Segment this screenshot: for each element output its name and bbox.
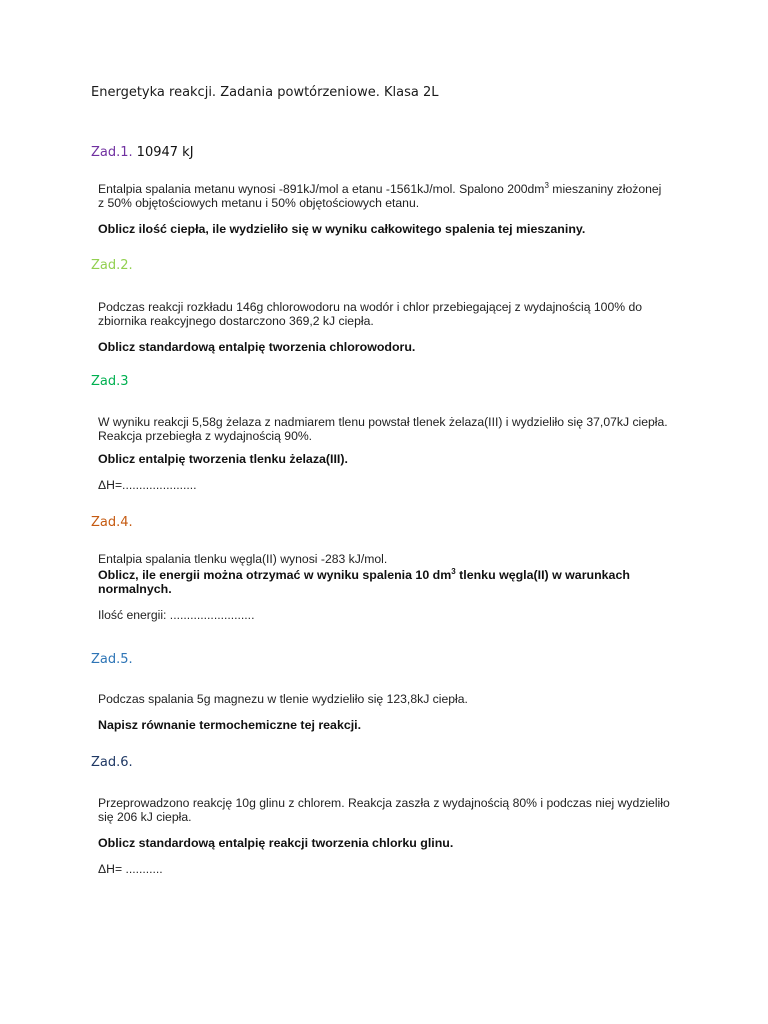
task-6-label: Zad.6. — [91, 755, 133, 770]
task-4-instruction-b: tlenku węgla(II) w warunkach — [455, 568, 630, 582]
task-4-heading — [91, 515, 133, 530]
task-4-answer-line: Ilość energii: ......................... — [98, 608, 255, 622]
task-3-heading — [91, 374, 129, 389]
task-3-line-2: Reakcja przebiegła z wydajnością 90%. — [98, 429, 313, 443]
task-2-label: Zad.2. — [91, 258, 133, 273]
task-1-line-2: z 50% objętościowych metanu i 50% objętościowych etanu. — [98, 196, 420, 210]
task-1-instruction: Oblicz ilość ciepła, ile wydzieliło się w wyniku całkowitego spalenia tej mieszaniny. — [98, 222, 586, 236]
task-1-answer: 10947 kJ — [136, 145, 194, 160]
task-4-line-1: Entalpia spalania tlenku węgla(II) wynosi -283 kJ/mol. — [98, 552, 388, 566]
task-1-sup: 3 — [544, 181, 549, 190]
task-4-instruction — [98, 568, 678, 582]
task-6-heading — [91, 755, 133, 770]
task-6-line-2: się 206 kJ ciepła. — [98, 810, 192, 824]
task-5-label: Zad.5. — [91, 652, 133, 667]
task-5-line-1: Podczas spalania 5g magnezu w tlenie wydzieliło się 123,8kJ ciepła. — [98, 692, 468, 706]
task-4-instruction-2: normalnych. — [98, 582, 172, 596]
task-2-line-1: Podczas reakcji rozkładu 146g chlorowodoru na wodór i chlor przebiegającej z wydajnością 100% do — [98, 300, 643, 314]
task-1-label: Zad.1. — [91, 145, 133, 160]
document-title: Energetyka reakcji. Zadania powtórzeniowe. Klasa 2L — [91, 85, 439, 100]
task-3-content — [98, 415, 678, 492]
task-6-instruction: Oblicz standardową entalpię reakcji tworzenia chlorku glinu. — [98, 836, 454, 850]
task-6-answer-line: ΔH= ........... — [98, 862, 163, 876]
task-3-line-1: W wyniku reakcji 5,58g żelaza z nadmiarem tlenu powstał tlenek żelaza(III) i wydzieliło się 37,07kJ ciepła. — [98, 415, 668, 429]
task-4-instruction-a: Oblicz, ile energii można otrzymać w wyniku spalenia 10 dm — [98, 568, 452, 582]
task-3-instruction: Oblicz entalpię tworzenia tlenku żelaza(III). — [98, 452, 348, 466]
task-2-instruction: Oblicz standardową entalpię tworzenia chlorowodoru. — [98, 340, 416, 354]
task-3-label: Zad.3 — [91, 374, 129, 389]
task-5-content — [98, 692, 678, 732]
task-5-heading — [91, 652, 133, 667]
task-1-heading — [91, 145, 194, 160]
task-4-content — [98, 552, 678, 622]
task-1-content — [98, 182, 678, 236]
task-2-heading — [91, 258, 133, 273]
task-6-line-1: Przeprowadzono reakcję 10g glinu z chlorem. Reakcja zaszła z wydajnością 80% i podczas niej wydzieliło — [98, 796, 670, 810]
task-1-line-1 — [98, 182, 678, 196]
task-2-content — [98, 300, 678, 354]
task-3-answer-line: ΔH=...................... — [98, 478, 197, 492]
task-4-sup: 3 — [451, 567, 456, 576]
task-5-instruction: Napisz równanie termochemiczne tej reakcji. — [98, 718, 362, 732]
task-6-content — [98, 796, 678, 876]
task-2-line-2: zbiornika reakcyjnego dostarczono 369,2 kJ ciepła. — [98, 314, 374, 328]
task-4-label: Zad.4. — [91, 515, 133, 530]
task-1-line-1a: Entalpia spalania metanu wynosi -891kJ/mol a etanu -1561kJ/mol. Spalono 200dm — [98, 182, 545, 196]
task-1-line-1b: mieszaniny złożonej — [548, 182, 662, 196]
